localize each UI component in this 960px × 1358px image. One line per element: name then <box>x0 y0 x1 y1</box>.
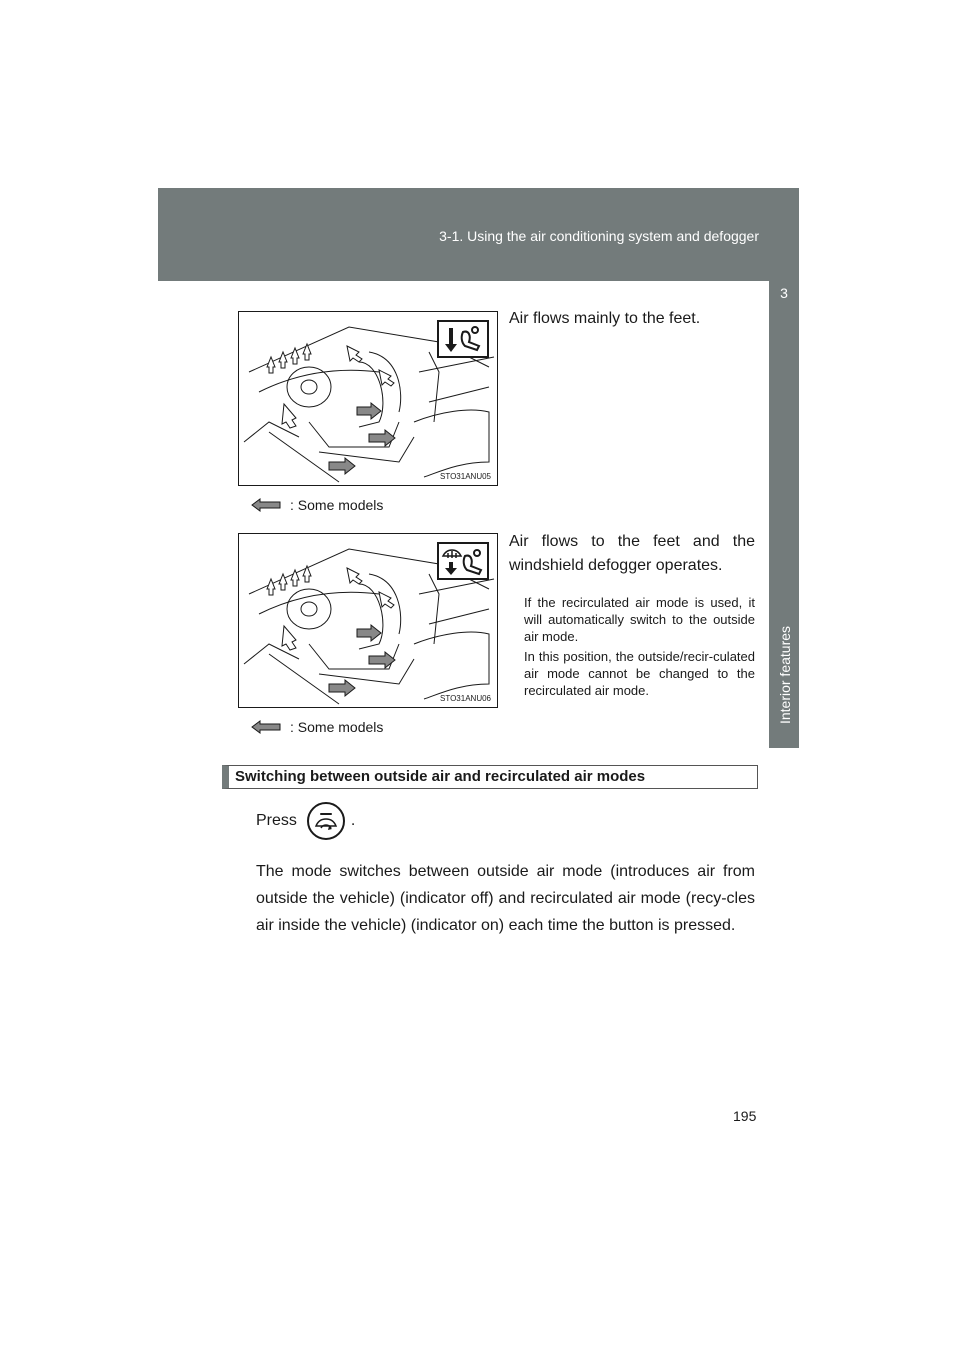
figure-code: STO31ANU05 <box>440 472 491 481</box>
figure-feet-defog-mode <box>238 533 498 708</box>
caption-text: : Some models <box>290 719 384 735</box>
some-models-arrow-icon <box>250 498 282 512</box>
press-label: Press <box>256 812 297 829</box>
mode-note: In this position, the outside/recir-culated air mode cannot be changed to the recirculated air mode. <box>524 649 755 698</box>
chapter-label: Interior features <box>777 625 793 725</box>
press-suffix: . <box>350 812 356 829</box>
some-models-arrow-icon <box>250 720 282 734</box>
chapter-number: 3 <box>780 285 788 301</box>
feet-defog-mode-icon <box>437 542 489 580</box>
figure-caption <box>250 497 383 513</box>
body-paragraph: The mode switches between outside air mode (introduces air from outside the vehicle) (indicator off) and recirculated air mode (recy-cles air inside the vehicle) (indicator on) each time the button is pressed. <box>256 863 755 934</box>
page-number: 195 <box>733 1108 757 1124</box>
section-title: 3-1. Using the air conditioning system and defogger <box>439 228 759 244</box>
mode-note: If the recirculated air mode is used, it will automatically switch to the outside air mode. <box>524 595 755 644</box>
section-heading: Switching between outside air and recirculated air modes <box>222 765 758 789</box>
mode-description: Air flows to the feet and the windshield defogger operates. <box>509 533 755 574</box>
mode-description: Air flows mainly to the feet. <box>509 310 701 327</box>
figure-caption <box>250 719 383 735</box>
header-bar <box>158 188 799 281</box>
press-instruction <box>256 802 355 840</box>
figure-feet-mode <box>238 311 498 486</box>
feet-mode-icon <box>437 320 489 358</box>
caption-text: : Some models <box>290 497 384 513</box>
chapter-label-wrap <box>771 610 799 740</box>
figure-code: STO31ANU06 <box>440 694 491 703</box>
recirculation-button-icon <box>307 802 345 840</box>
